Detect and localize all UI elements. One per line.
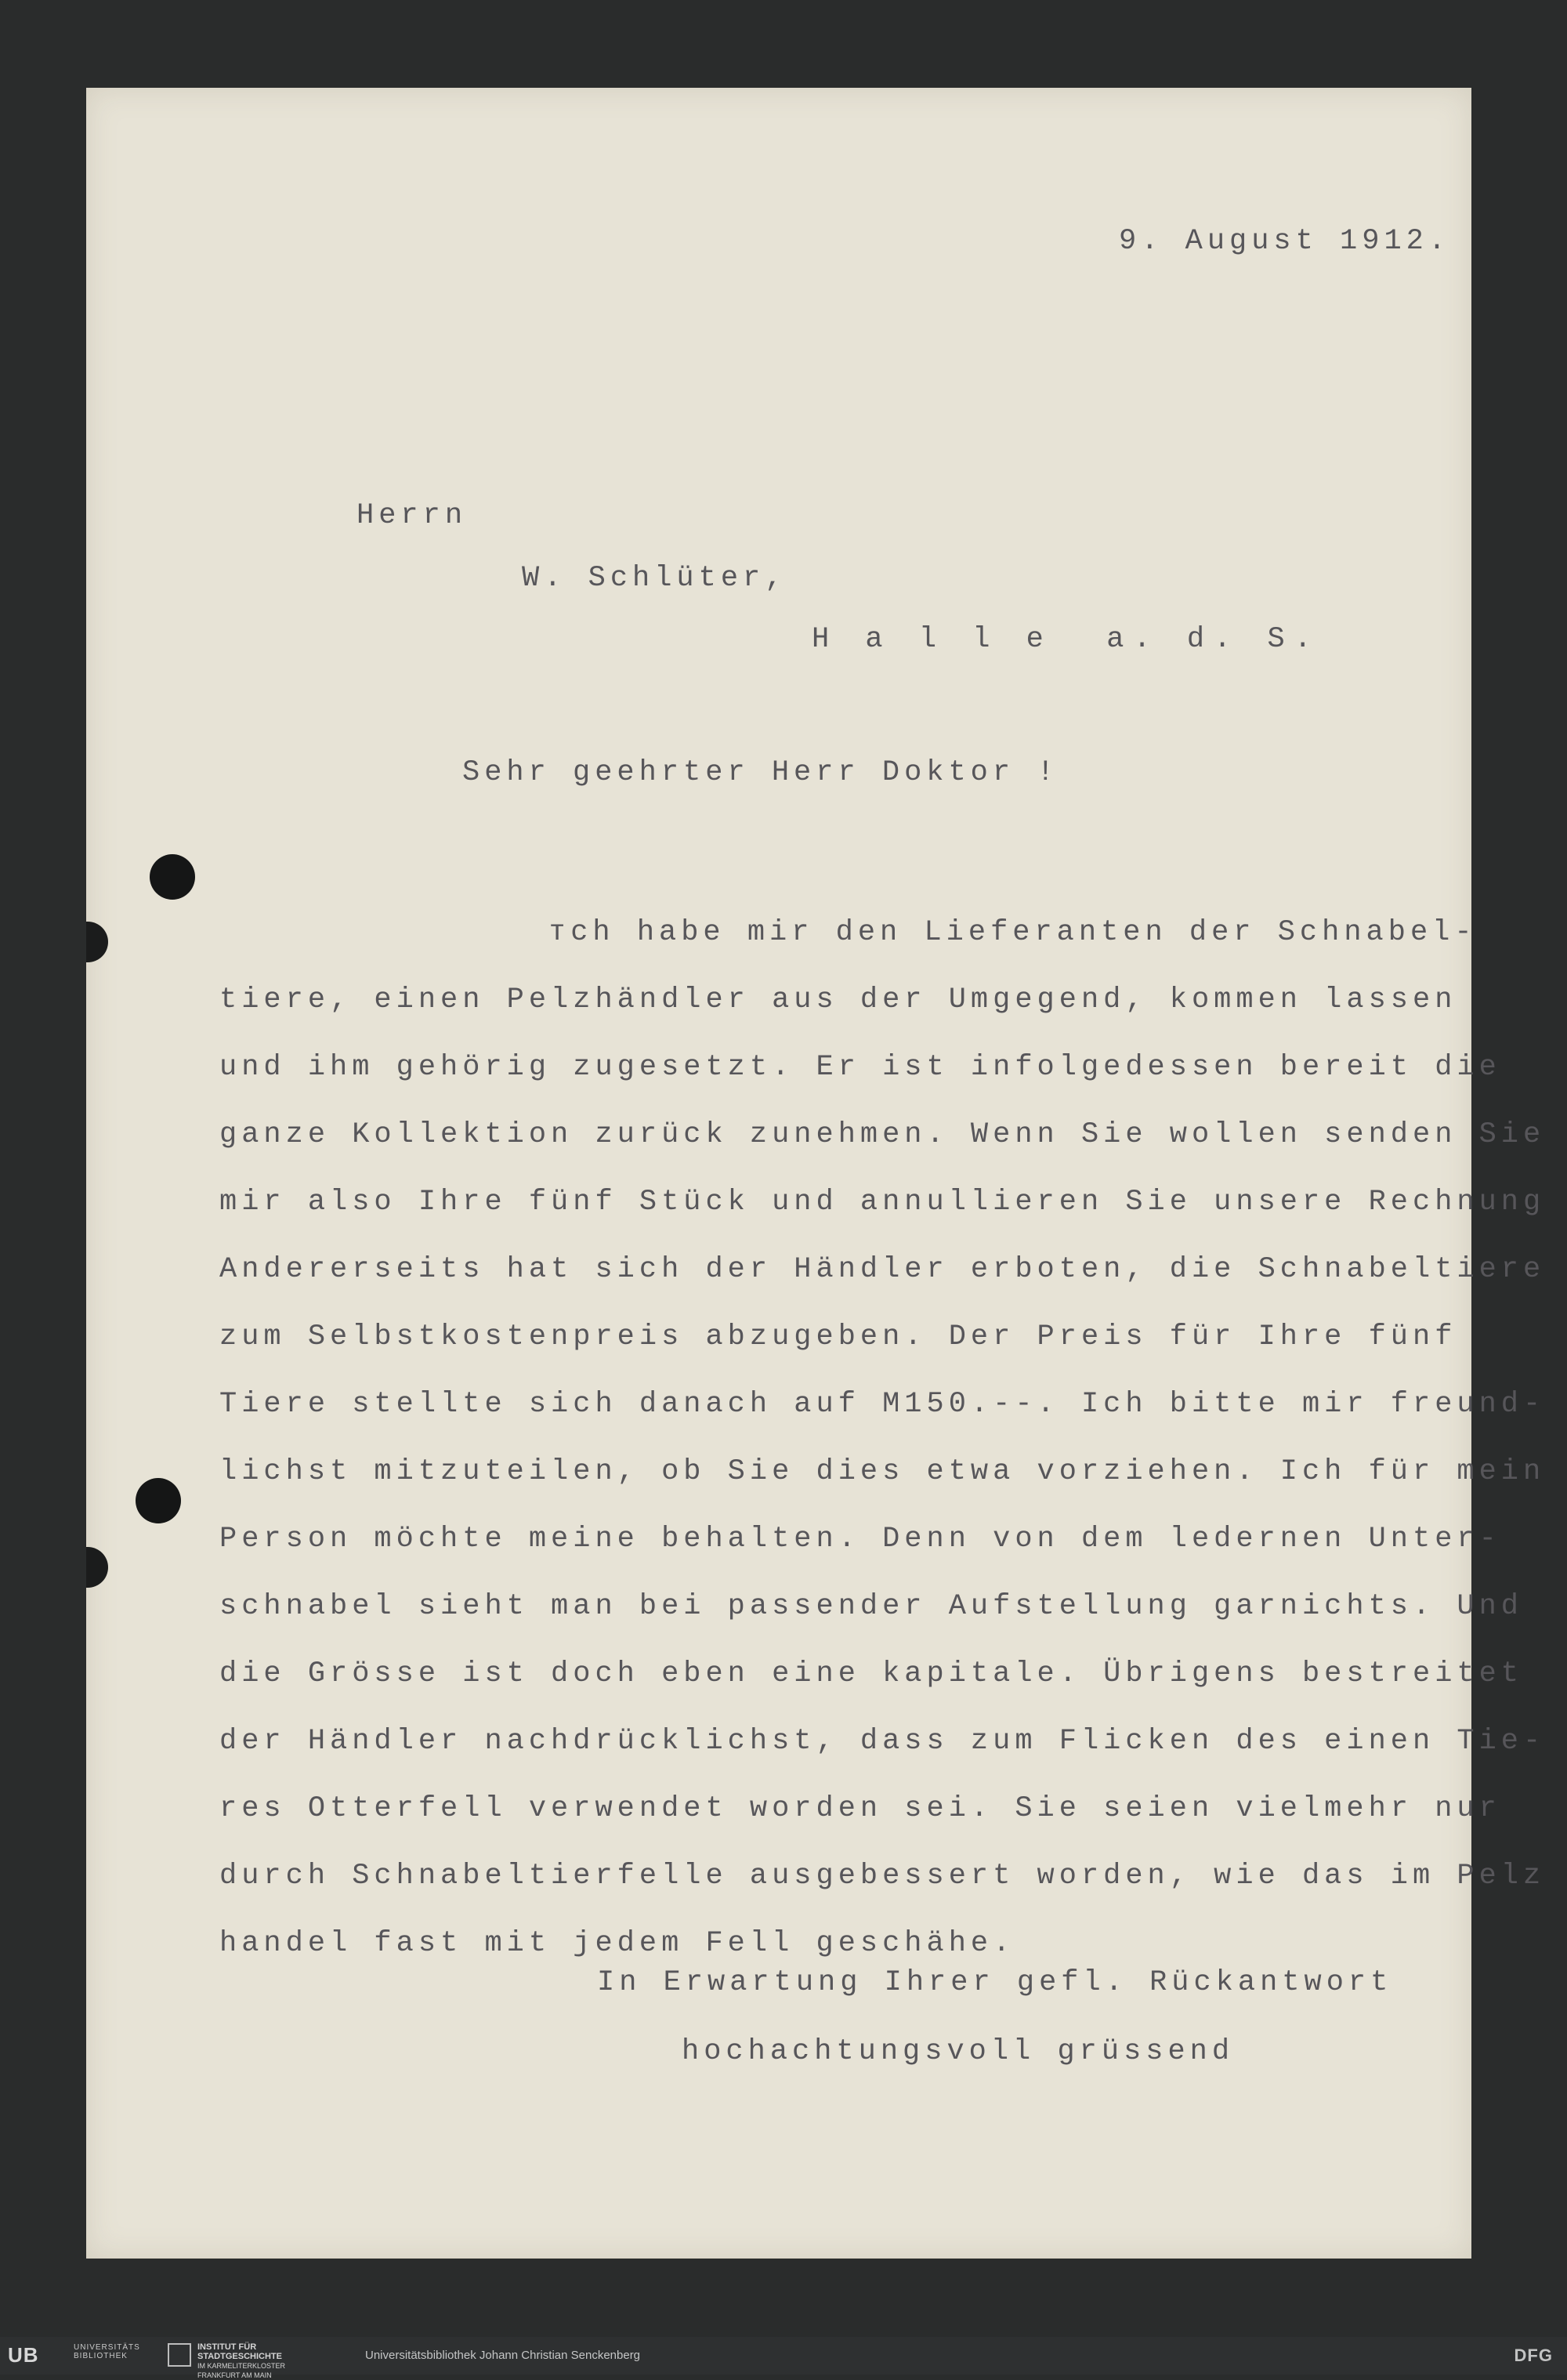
body-line: ᴛch habe mir den Lieferanten der Schnabel- [548,916,1477,949]
closing-line: In Erwartung Ihrer gefl. Rückantwort [597,1966,1393,1999]
recipient-title: Herrn [356,499,468,532]
institute-name: INSTITUT FÜR STADTGESCHICHTE IM KARMELITERKLOSTER FRANKFURT AM MAIN [197,2342,286,2379]
footer-bar [0,2337,1567,2379]
library-name: Universitätsbibliothek Johann Christian Senckenberg [365,2349,641,2362]
punch-hole-bottom [136,1478,181,1523]
body-line: Andererseits hat sich der Händler erboten, die Schnabeltiere [219,1253,1546,1286]
body-line: res Otterfell verwendet worden sei. Sie seien vielmehr nur [219,1792,1501,1825]
body-line: durch Schnabeltierfelle ausgebessert worden, wie das im Pelz [219,1860,1546,1893]
body-line: handel fast mit jedem Fell geschähe. [219,1927,1015,1960]
punch-hole-top [150,854,195,900]
body-line: lichst mitzuteilen, ob Sie dies etwa vorziehen. Ich für mein [219,1455,1546,1488]
letter-date: 9. August 1912. [1119,225,1451,258]
institute-logo-icon [168,2343,191,2367]
salutation: Sehr geehrter Herr Doktor ! [462,756,1059,789]
letter-page [86,88,1546,2259]
dfg-logo: DFG [1514,2346,1553,2365]
body-line: Person möchte meine behalten. Denn von dem ledernen Unter- [219,1523,1501,1556]
edge-notch-bottom [86,1547,108,1588]
recipient-city: H a l l e a. d. S. [812,623,1321,656]
body-line: Tiere stellte sich danach auf M150.--. Ich bitte mir freund- [219,1388,1546,1421]
body-line: mir also Ihre fünf Stück und annullieren Sie unsere Rechnung [219,1186,1546,1219]
body-line: der Händler nachdrücklichst, dass zum Flicken des einen Tie- [219,1725,1546,1758]
ub-logo-subtitle: UNIVERSITÄTS BIBLIOTHEK [74,2343,140,2360]
body-line: schnabel sieht man bei passender Aufstellung garnichts. Und [219,1590,1524,1623]
body-line: ganze Kollektion zurück zunehmen. Wenn Sie wollen senden Sie [219,1118,1546,1151]
edge-notch-top [86,922,108,962]
closing-greeting: hochachtungsvoll grüssend [682,2035,1235,2068]
body-line: die Grösse ist doch eben eine kapitale. Übrigens bestreitet [219,1657,1524,1690]
ub-logo: UB [8,2343,39,2367]
body-line: und ihm gehörig zugesetzt. Er ist infolgedessen bereit die [219,1051,1501,1084]
body-line: tiere, einen Pelzhändler aus der Umgegend, kommen lassen [219,984,1457,1016]
recipient-name: W. Schlüter, [522,562,787,595]
body-line: zum Selbstkostenpreis abzugeben. Der Preis für Ihre fünf [219,1320,1457,1353]
